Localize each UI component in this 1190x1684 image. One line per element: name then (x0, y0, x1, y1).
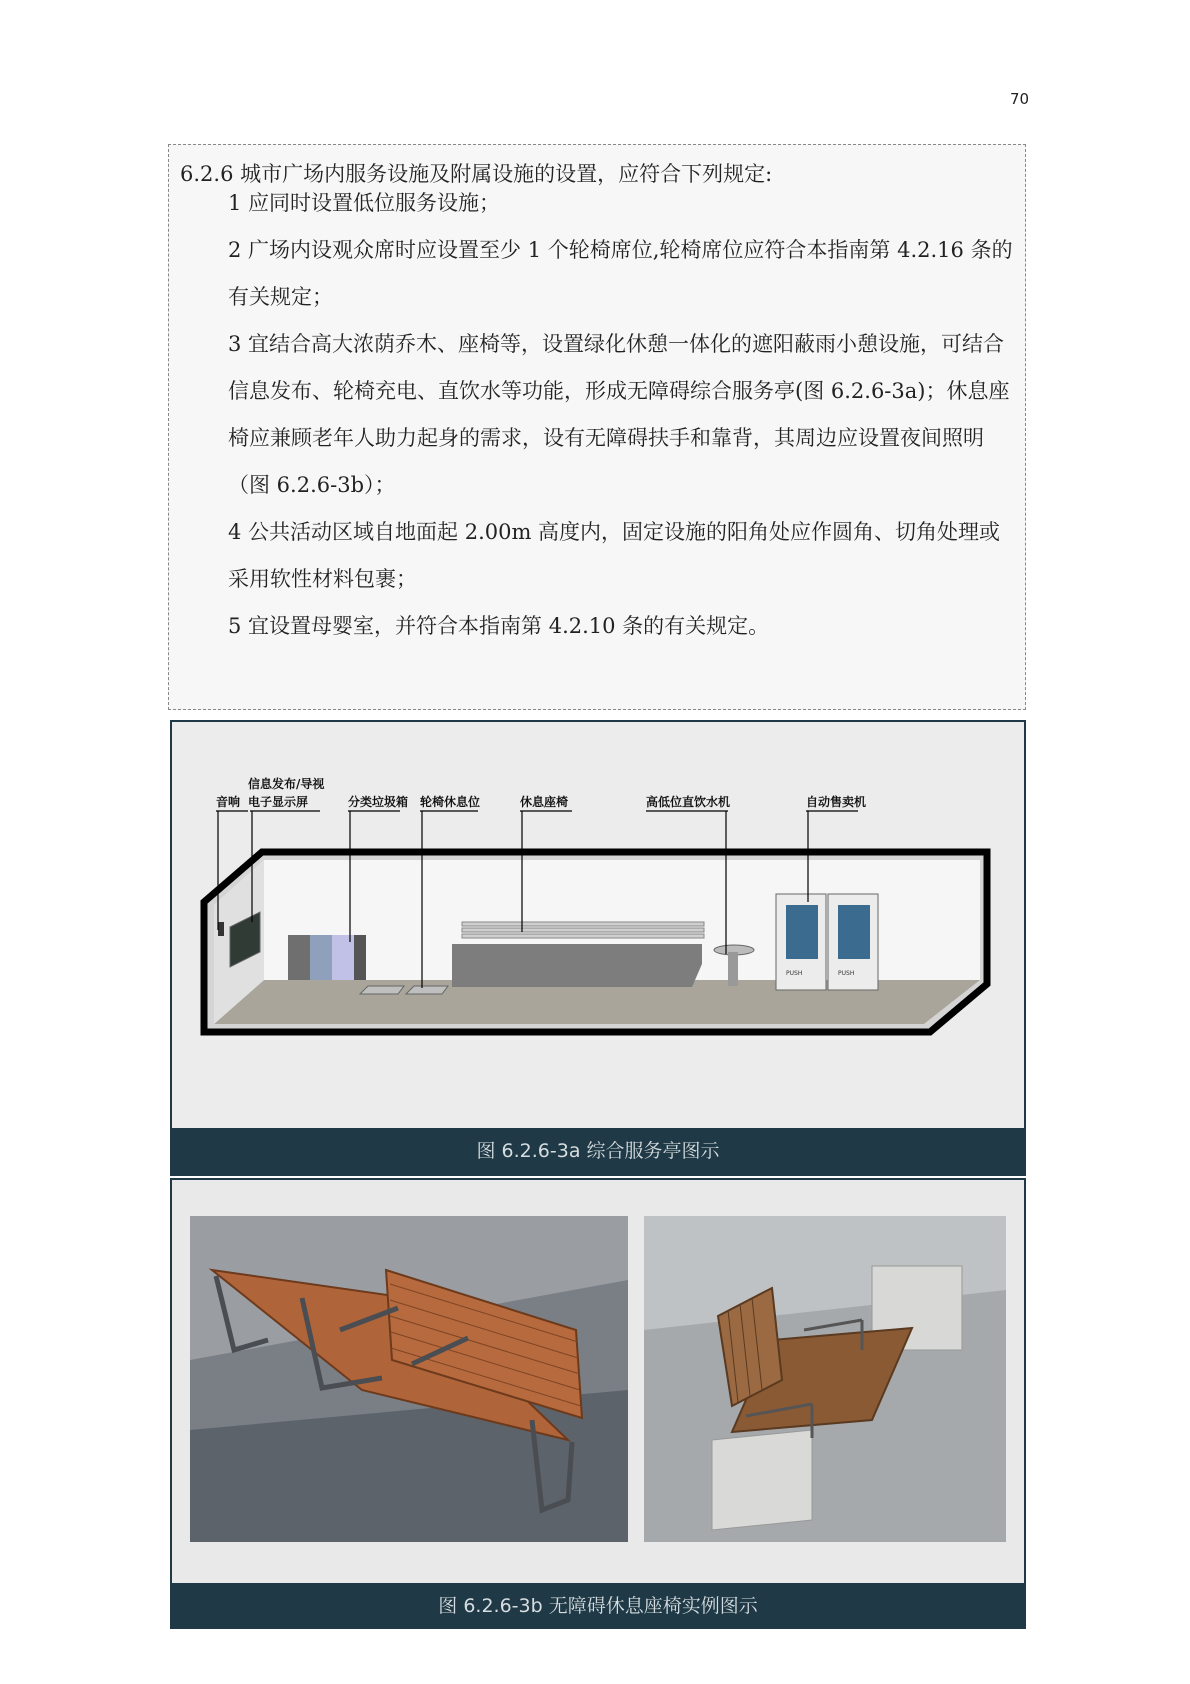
vending-window-1 (786, 905, 818, 959)
bench-base (452, 944, 702, 987)
rule-item-5: 5 宜设置母婴室，并符合本指南第 4.2.10 条的有关规定。 (228, 614, 770, 638)
bench-photo-left (190, 1216, 628, 1542)
fountain-post (728, 952, 738, 986)
rule-item-2: 2 广场内设观众席时应设置至少 1 个轮椅席位,轮椅席位应符合本指南第 4.2.16 条的有关规定； (228, 238, 1013, 309)
pavilion-diagram (172, 722, 1024, 1122)
figure-bench-examples (170, 1178, 1026, 1629)
push-label-1: PUSH (786, 970, 803, 977)
page-number: 70 (1010, 90, 1030, 108)
bench-photo-right (644, 1216, 1006, 1542)
wheelchair-mat-2 (406, 986, 448, 994)
bin-side (354, 935, 366, 980)
label-display-line2: 电子显示屏 (248, 795, 309, 809)
bench-photos (172, 1180, 1024, 1580)
push-label-2: PUSH (838, 970, 855, 977)
caption-figure-b: 图 6.2.6-3b 无障碍休息座椅实例图示 (172, 1583, 1024, 1629)
speaker-shape (218, 922, 224, 936)
bench-slat-2 (462, 928, 704, 932)
caption-figure-a: 图 6.2.6-3a 综合服务亭图示 (172, 1128, 1024, 1174)
label-vending: 自动售卖机 (806, 795, 867, 809)
rule-item-4: 4 公共活动区域自地面起 2.00m 高度内，固定设施的阳角处应作圆角、切角处理或采用软性材料包裹； (228, 520, 1001, 591)
rule-item-3: 3 宜结合高大浓荫乔木、座椅等，设置绿化休憩一体化的遮阳蔽雨小憩设施，可结合信息发布、轮椅充电、直饮水等功能，形成无障碍综合服务亭(图 6.2.6-3a)；休息座椅应兼顾老年人助力起身的需求，设有无障碍扶手和靠背，其周边应设置夜间照明（图 6.2.6-3b）； (228, 332, 1010, 497)
label-wheelchair: 轮椅休息位 (420, 795, 481, 809)
label-bins: 分类垃圾箱 (348, 795, 409, 809)
rule-title: 6.2.6 城市广场内服务设施及附属设施的设置，应符合下列规定: (180, 162, 773, 186)
wheelchair-mat-1 (360, 986, 404, 994)
figure-service-pavilion (170, 720, 1026, 1176)
vending-window-2 (838, 905, 870, 959)
rule-item-1: 1 应同时设置低位服务设施； (228, 191, 501, 215)
label-speaker: 音响 (216, 795, 241, 809)
label-fountain: 高低位直饮水机 (646, 795, 731, 809)
bench-slat-1 (462, 934, 704, 938)
label-display-line1: 信息发布/导视 (248, 777, 325, 791)
bench-slat-3 (462, 922, 704, 926)
label-bench: 休息座椅 (520, 795, 569, 809)
